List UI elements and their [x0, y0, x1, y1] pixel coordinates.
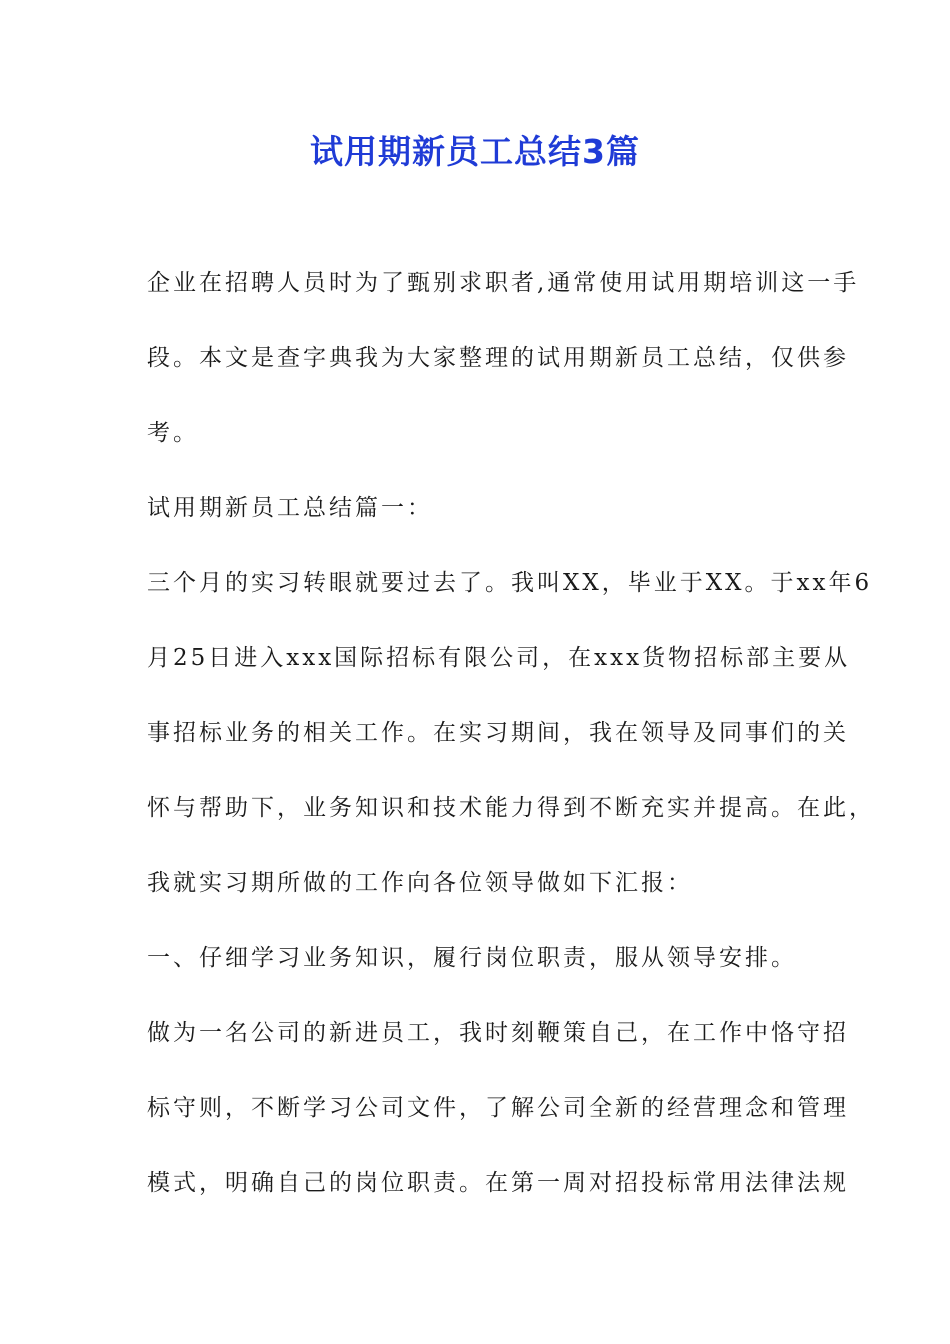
paragraph-line: 段。本文是查字典我为大家整理的试用期新员工总结，仅供参	[147, 345, 849, 371]
paragraph-line: 怀与帮助下，业务知识和技术能力得到不断充实并提高。在此，	[147, 795, 875, 821]
subsection-heading: 一、仔细学习业务知识，履行岗位职责，服从领导安排。	[147, 945, 797, 971]
paragraph-line: 标守则，不断学习公司文件，了解公司全新的经营理念和管理	[147, 1095, 849, 1121]
paragraph-line: 三个月的实习转眼就要过去了。我叫XX，毕业于XX。于xx年6	[147, 570, 873, 596]
paragraph-line: 企业在招聘人员时为了甄别求职者,通常使用试用期培训这一手	[147, 270, 860, 296]
paragraph-line: 事招标业务的相关工作。在实习期间，我在领导及同事们的关	[147, 720, 849, 746]
paragraph-line: 我就实习期所做的工作向各位领导做如下汇报：	[147, 870, 693, 896]
paragraph-line: 月25日进入xxx国际招标有限公司，在xxx货物招标部主要从	[147, 645, 851, 671]
paragraph-line: 模式，明确自己的岗位职责。在第一周对招投标常用法律法规	[147, 1170, 849, 1196]
paragraph-line: 做为一名公司的新进员工，我时刻鞭策自己，在工作中恪守招	[147, 1020, 849, 1046]
section-heading: 试用期新员工总结篇一：	[147, 495, 433, 521]
paragraph-line: 考。	[147, 420, 199, 446]
document-title: 试用期新员工总结3篇	[310, 132, 640, 171]
